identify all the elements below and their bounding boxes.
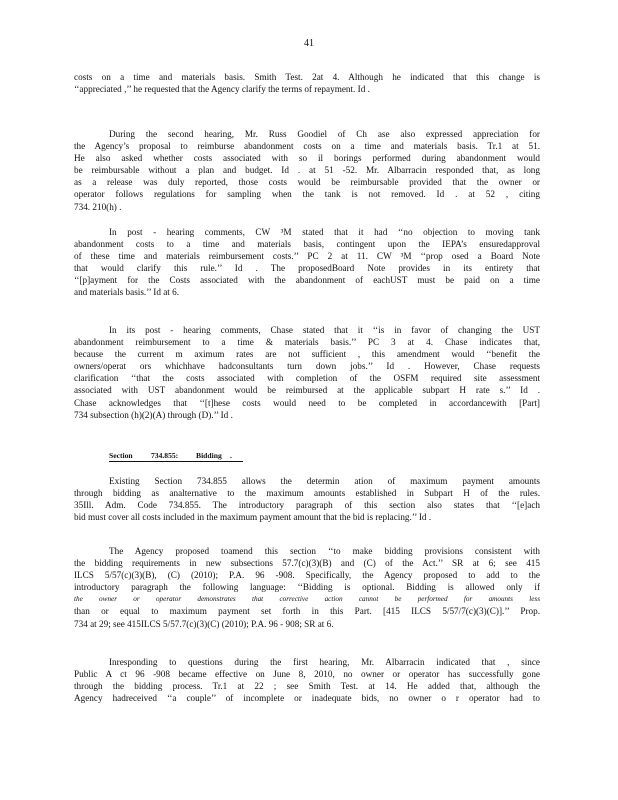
text-line: Chase acknowledges that ‘‘[t]hese costs would need to be completed in accordancewith [Part] xyxy=(74,397,540,408)
text-line: of these time and materials reimbursement costs.’’ PC 2 at 11. CW ³M ‘‘prop osed a Board Note xyxy=(74,251,540,262)
text-line: owners/operat ors whichhave hadconsultants turn down jobs.’’ Id . However, Chase requests xyxy=(74,361,540,372)
text-line: Existing Section 734.855 allows the determin ation of maximum payment amounts xyxy=(109,476,540,486)
text-line: ‘‘[p]ayment for the Costs associated with the abandonment of eachUST must be paid on a time xyxy=(74,275,540,286)
text-line: 734. 210(h) . xyxy=(74,201,122,212)
text-line: In its post - hearing comments, Chase stated that it ‘‘is in favor of changing the UST xyxy=(109,325,540,335)
paragraph-repayment xyxy=(74,71,540,95)
text-line: the bidding requirements in new subsections 57.7(c)(3)(B) and (C) of the Act.’’ SR at 6; see 415 xyxy=(74,558,540,569)
text-line: because the current m aximum rates are not sufficient , this amendment would ‘‘benefit the xyxy=(74,349,540,360)
text-line: through the bidding process. Tr.1 at 22 ; see Smith Test. at 14. He added that, although the xyxy=(74,681,540,692)
heading-underline xyxy=(109,461,243,462)
text-line: introductory paragraph the following language: ‘‘Bidding is optional. Bidding is allowed only if xyxy=(74,582,540,593)
text-line: that would clarify this rule.’’ Id . The proposedBoard Note provides in its entirety that xyxy=(74,263,540,274)
paragraph-cw3m-comments xyxy=(74,226,540,299)
text-line: the Agency’s proposal to reimburse abandonment costs on a time and materials basis. Tr.1 at 51. xyxy=(74,141,540,152)
text-line: clarification ‘‘that the costs associated with completion of the OSFM required site assessment xyxy=(74,373,540,384)
paragraph-existing-section xyxy=(74,475,540,523)
text-line: abandonment reimbursement to a time & materials basis.’’ PC 3 at 4. Chase indicates that, xyxy=(74,337,540,348)
heading-word: Bidding xyxy=(196,451,222,460)
text-line: bid must cover all costs included in the maximum payment amount that the bid is replacing.’’ Id . xyxy=(74,512,432,523)
page-number: 41 xyxy=(304,38,314,49)
text-line: operator follows regulations for sampling when the tank is not removed. Id . at 52 , citing xyxy=(74,189,540,200)
text-line: and materials basis.’’ Id at 6. xyxy=(74,287,180,298)
text-line: The Agency proposed toamend this section ‘‘to make bidding provisions consistent with xyxy=(109,546,540,556)
text-line: In post - hearing comments, CW ³M stated that it had ‘‘no objection to moving tank xyxy=(109,227,540,237)
section-heading xyxy=(109,451,232,460)
text-line: be reimbursable without a plan and budget. Id . at 51 -52. Mr. Albarracin responded that, as long xyxy=(74,165,540,176)
text-line: During the second hearing, Mr. Russ Goodiel of Ch ase also expressed appreciation for xyxy=(109,129,540,139)
heading-word: . xyxy=(230,451,232,460)
text-line: ‘‘appreciated ,’’ he requested that the Agency clarify the terms of repayment. Id . xyxy=(74,84,370,95)
text-line: 35Ill. Adm. Code 734.855. The introductory paragraph of this section also states that ‘‘[e]ach xyxy=(74,500,540,511)
paragraph-second-hearing xyxy=(74,128,540,213)
heading-word: Section xyxy=(109,451,133,460)
text-line: the owner or operator demonstrates that corrective action cannot be performed for amounts less xyxy=(74,595,540,604)
paragraph-first-hearing-response xyxy=(74,656,540,704)
text-line: associated with UST abandonment would be reimbursed at the applicable subpart H rate s.’’ Id . xyxy=(74,385,540,396)
text-line: Inresponding to questions during the first hearing, Mr. Albarracin indicated that , since xyxy=(109,657,540,667)
text-line: ILCS 5/57(c)(3)(B), (C) (2010); P.A. 96 -908. Specifically, the Agency proposed to add to the xyxy=(74,570,540,581)
text-line: Agency hadreceived ‘‘a couple’’ of incomplete or inadequate bids, no owner o r operator had to xyxy=(74,693,540,704)
text-line: abandonment costs to a time and materials basis, contingent upon the IEPA’s ensuredapproval xyxy=(74,239,540,250)
text-line: 734 at 29; see 415ILCS 5/57.7(c)(3)(C) (2010); P.A. 96 - 908; SR at 6. xyxy=(74,618,334,629)
text-line: 734 subsection (h)(2)(A) through (D).’’ Id . xyxy=(74,409,233,420)
text-line: as a release was duly reported, those costs would be reimbursable provided that the owner or xyxy=(74,177,540,188)
text-line: Public A ct 96 -908 became effective on June 8, 2010, no owner or operator has successfully gone xyxy=(74,669,540,680)
text-line: than or equal to maximum payment set forth in this Part. [415 ILCS 5/57/7(c)(3)(C)].’’ Prop. xyxy=(74,606,540,617)
paragraph-chase-comments xyxy=(74,324,540,421)
text-line: costs on a time and materials basis. Smith Test. 2at 4. Although he indicated that this change is xyxy=(74,72,540,82)
paragraph-agency-proposal xyxy=(74,545,540,630)
heading-word: 734.855: xyxy=(151,451,179,460)
text-line: He also asked whether costs associated with so il borings performed during abandonment would xyxy=(74,153,540,164)
text-line: through bidding as analternative to the maximum amounts established in Subpart H of the rules. xyxy=(74,488,540,499)
